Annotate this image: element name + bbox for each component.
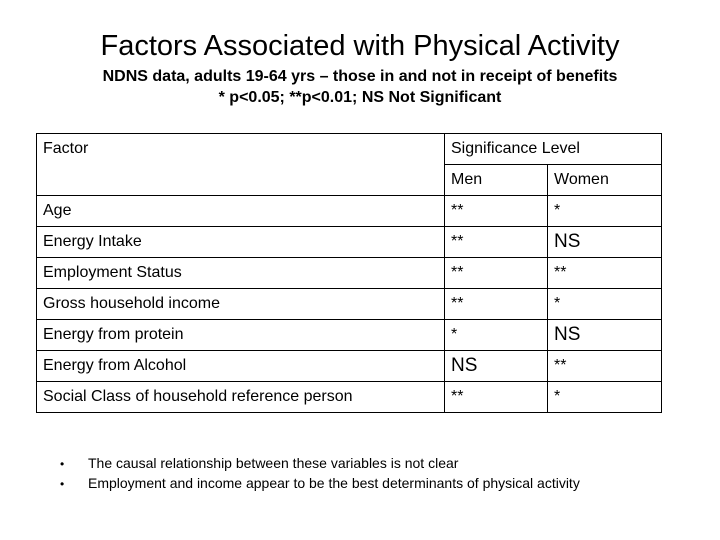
- men-significance-cell: **: [445, 227, 548, 258]
- factor-cell: Energy Intake: [37, 227, 445, 258]
- page-title: Factors Associated with Physical Activity: [100, 30, 620, 62]
- women-significance-cell: **: [548, 351, 662, 382]
- subtitle-significance-key: * p<0.05; **p<0.01; NS Not Significant: [218, 89, 502, 106]
- factor-cell: Social Class of household reference person: [37, 382, 445, 413]
- men-significance-cell: **: [445, 289, 548, 320]
- note-text: The causal relationship between these variables is not clear: [88, 455, 459, 471]
- men-significance-cell: NS: [445, 351, 548, 382]
- factor-cell: Age: [37, 196, 445, 227]
- factor-cell: Gross household income: [37, 289, 445, 320]
- notes-list: [60, 454, 580, 494]
- table-header-row: [37, 134, 662, 165]
- women-significance-cell: NS: [548, 320, 662, 351]
- factor-cell: Employment Status: [37, 258, 445, 289]
- women-significance-cell: *: [548, 289, 662, 320]
- women-column-header: Women: [548, 165, 662, 196]
- women-significance-cell: NS: [548, 227, 662, 258]
- factor-cell: Energy from protein: [37, 320, 445, 351]
- men-significance-cell: **: [445, 382, 548, 413]
- table-row: [37, 382, 662, 413]
- women-significance-cell: **: [548, 258, 662, 289]
- note-item: [60, 474, 580, 494]
- table-row: [37, 320, 662, 351]
- note-text: Employment and income appear to be the best determinants of physical activity: [88, 475, 580, 491]
- table-row: [37, 196, 662, 227]
- men-significance-cell: **: [445, 196, 548, 227]
- factor-cell: Energy from Alcohol: [37, 351, 445, 382]
- table-row: [37, 351, 662, 382]
- significance-table: [36, 133, 662, 413]
- women-significance-cell: *: [548, 382, 662, 413]
- note-item: [60, 454, 580, 474]
- subtitle-data-source: NDNS data, adults 19-64 yrs – those in and not in receipt of benefits: [102, 68, 618, 85]
- men-significance-cell: **: [445, 258, 548, 289]
- bullet-icon: •: [60, 477, 65, 491]
- factor-column-header: Factor: [37, 134, 445, 196]
- bullet-icon: •: [60, 457, 65, 471]
- table-row: [37, 258, 662, 289]
- men-significance-cell: *: [445, 320, 548, 351]
- significance-level-header: Significance Level: [445, 134, 662, 165]
- men-column-header: Men: [445, 165, 548, 196]
- table-row: [37, 227, 662, 258]
- table-row: [37, 289, 662, 320]
- women-significance-cell: *: [548, 196, 662, 227]
